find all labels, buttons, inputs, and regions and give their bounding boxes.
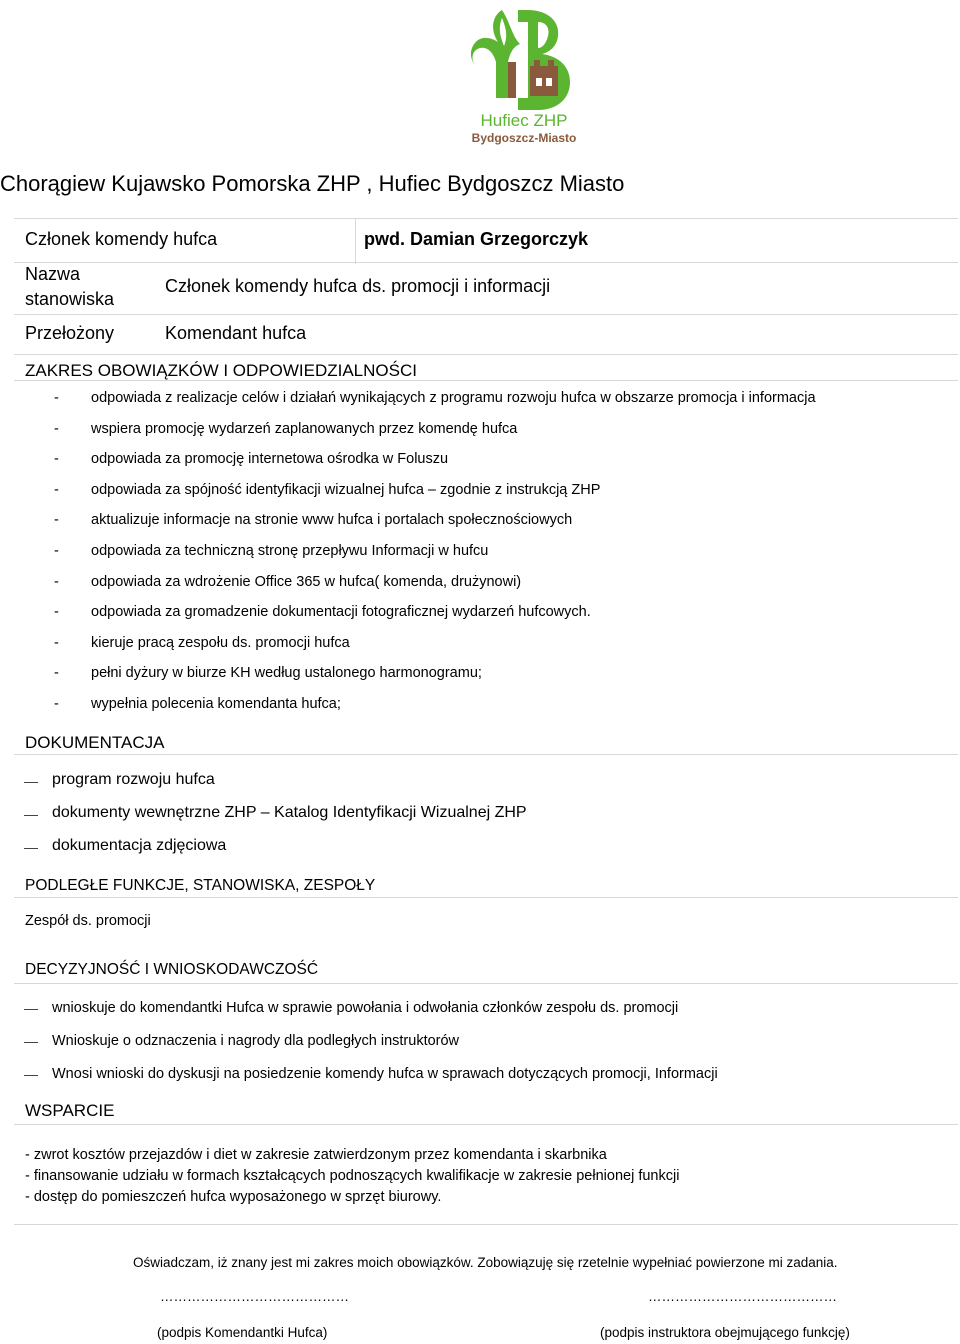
subordinate-heading: PODLEGŁE FUNKCJE, STANOWISKA, ZESPOŁY	[25, 877, 376, 894]
fleur-de-lis-logo-icon	[462, 2, 586, 150]
section-rule	[14, 1224, 958, 1225]
position-label-line1: Nazwa	[25, 264, 81, 284]
hufiec-logo	[462, 2, 586, 150]
declaration-statement: Oświadczam, iż znany jest mi zakres moich obowiązków. Zobowiązuję się rzetelnie wypełniać powierzone mi zadania.	[133, 1255, 838, 1270]
member-name: pwd. Damian Grzegorczyk	[364, 229, 589, 249]
support-line: - zwrot kosztów przejazdów i diet w zakresie zatwierdzonym przez komendanta i skarbnika	[25, 1147, 607, 1163]
section-rule	[14, 754, 958, 755]
document-title: Chorągiew Kujawsko Pomorska ZHP , Hufiec Bydgoszcz Miasto	[0, 171, 625, 196]
subordinate-text: Zespół ds. promocji	[25, 913, 151, 929]
svg-text:Hufiec ZHP: Hufiec ZHP	[480, 111, 568, 130]
support-line: - dostęp do pomieszczeń hufca wyposażonego w sprzęt biurowy.	[25, 1189, 442, 1205]
position-value: Członek komendy hufca ds. promocji i informacji	[165, 276, 551, 296]
scope-heading: ZAKRES OBOWIĄZKÓW I ODPOWIEDZIALNOŚCI	[25, 361, 417, 380]
position-label-line2: stanowiska	[25, 289, 115, 309]
table-rule	[14, 218, 958, 219]
table-rule	[14, 262, 958, 263]
signature-caption-left: (podpis Komendantki Hufca)	[157, 1325, 328, 1340]
signature-line-right: ……………………………………	[648, 1289, 837, 1304]
signature-caption-right: (podpis instruktora obejmującego funkcję)	[600, 1325, 850, 1340]
table-divider	[355, 218, 356, 264]
table-rule	[14, 354, 958, 355]
section-rule	[14, 897, 958, 898]
signature-line-left: ……………………………………	[160, 1289, 349, 1304]
support-line: - finansowanie udziału w formach kształcących podnoszących kwalifikacje w zakresie pełnionej funkcji	[25, 1168, 680, 1184]
section-rule	[14, 380, 958, 381]
svg-text:Bydgoszcz-Miasto: Bydgoszcz-Miasto	[471, 131, 577, 145]
section-rule	[14, 983, 958, 984]
supervisor-label: Przełożony	[25, 323, 115, 343]
member-label: Członek komendy hufca	[25, 229, 218, 249]
support-heading: WSPARCIE	[25, 1101, 115, 1120]
documentation-heading: DOKUMENTACJA	[25, 733, 165, 752]
supervisor-value: Komendant hufca	[165, 323, 307, 343]
section-rule	[14, 1124, 958, 1125]
decisions-heading: DECYZYJNOŚĆ I WNIOSKODAWCZOŚĆ	[25, 961, 319, 978]
table-rule	[14, 314, 958, 315]
